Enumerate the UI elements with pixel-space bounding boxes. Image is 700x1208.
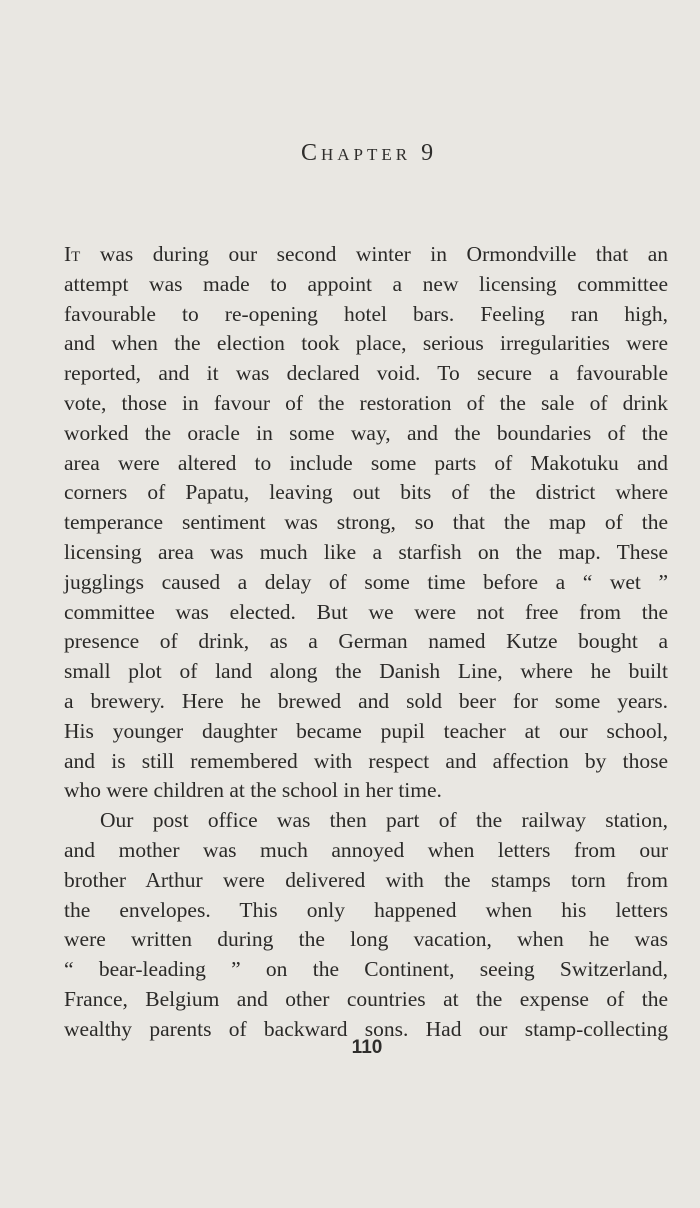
line-text: was during our second winter in Ormondville that an xyxy=(80,242,668,266)
lead-caps: It xyxy=(64,242,81,266)
text-line: Our post office was then part of the railway station, xyxy=(100,808,668,833)
page-number: 110 xyxy=(351,1037,383,1058)
text-line xyxy=(64,240,668,270)
text-line: the envelopes. This only happened when his letters xyxy=(64,897,668,922)
chapter-heading xyxy=(0,140,700,167)
text-line: brother Arthur were delivered with the stamps torn from xyxy=(64,867,668,892)
text-line: His younger daughter became pupil teacher at our school, xyxy=(64,718,668,743)
text-line: a brewery. Here he brewed and sold beer for some years. xyxy=(64,688,668,713)
text-line: temperance sentiment was strong, so that the map of the xyxy=(64,510,668,535)
text-line: jugglings caused a delay of some time before a “ wet ” xyxy=(64,569,668,594)
text-line: were written during the long vacation, when he was xyxy=(64,927,668,952)
text-line: area were altered to include some parts of Makotuku and xyxy=(64,450,668,475)
text-line: and is still remembered with respect and affection by those xyxy=(64,748,668,773)
text-line: vote, those in favour of the restoration of the sale of drink xyxy=(64,390,668,415)
text-line: wealthy parents of backward sons. Had our stamp-collecting xyxy=(64,1016,668,1041)
text-line: reported, and it was declared void. To secure a favourable xyxy=(64,361,668,386)
text-line: corners of Papatu, leaving out bits of the district where xyxy=(64,480,668,505)
text-line: small plot of land along the Danish Line, where he built xyxy=(64,659,668,684)
chapter-word: Chapter xyxy=(300,140,412,166)
text-line: favourable to re-opening hotel bars. Feeling ran high, xyxy=(64,301,668,326)
text-line: France, Belgium and other countries at the expense of the xyxy=(64,986,668,1011)
text-line: who were children at the school in her time. xyxy=(64,778,442,803)
text-line: and mother was much annoyed when letters from our xyxy=(64,837,668,862)
text-line: presence of drink, as a German named Kutze bought a xyxy=(64,629,668,654)
text-line: and when the election took place, serious irregularities were xyxy=(64,331,668,356)
text-line: licensing area was much like a starfish on the map. These xyxy=(64,539,668,564)
text-line: committee was elected. But we were not free from the xyxy=(64,599,668,624)
chapter-number: 9 xyxy=(421,140,434,166)
body-text xyxy=(64,240,668,1045)
text-line: worked the oracle in some way, and the boundaries of the xyxy=(64,420,668,445)
text-line: attempt was made to appoint a new licensing committee xyxy=(64,271,668,296)
text-line: “ bear-leading ” on the Continent, seeing Switzerland, xyxy=(64,957,668,982)
